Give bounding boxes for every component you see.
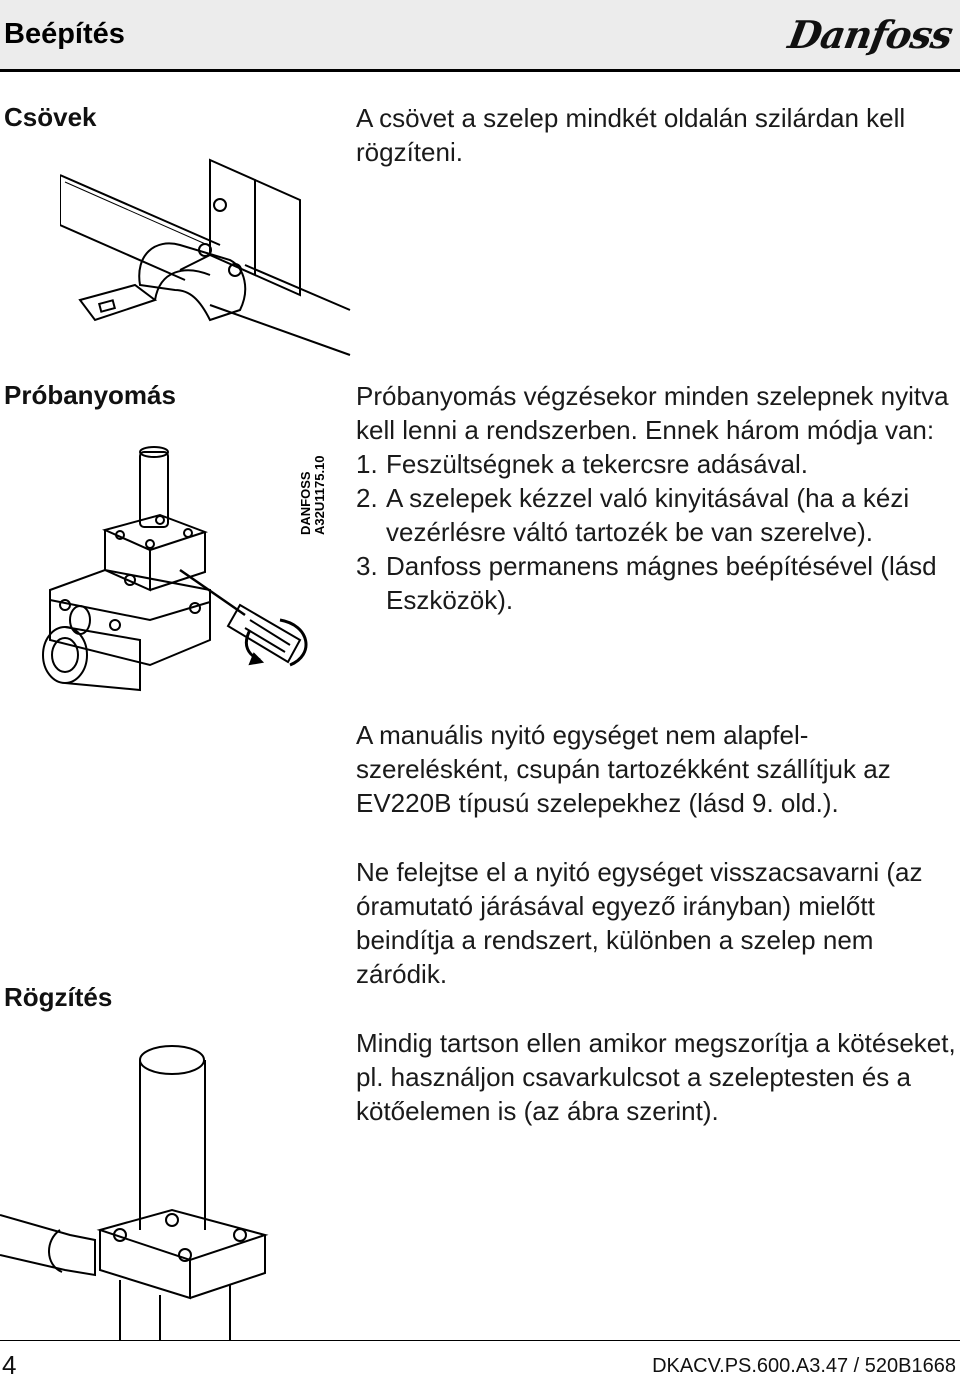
rogzites-paragraph: Mindig tartson ellen amikor megszorítja a kötéseket, pl. használjon csavarkulcsot a szeleptesten és a kötőelemen is (az ábra szerint). <box>356 1028 956 1126</box>
list-item-number: 1. <box>356 449 378 479</box>
manual-unit-note-text: A manuális nyitó egységet nem alapfel-szerelésként, csupán tartozékként szállítjuk az EV220B típusú szelepekhez (lásd 9. old.). <box>356 720 891 818</box>
page-title: Beépítés <box>4 18 125 50</box>
pipe-bracket-illustration <box>60 150 360 360</box>
section-label-csovek: Csövek <box>4 102 97 132</box>
footer-divider <box>0 1340 960 1341</box>
list-item <box>356 447 956 481</box>
list-item-number: 3. <box>356 551 378 581</box>
list-item-number: 2. <box>356 483 378 513</box>
warning-note <box>356 855 956 991</box>
section-label-probanyomas: Próbanyomás <box>4 380 176 410</box>
page-header <box>0 0 960 72</box>
wrench-valve-illustration <box>0 1030 340 1340</box>
csovek-text <box>356 101 936 169</box>
valve-screwdriver-illustration <box>10 440 330 700</box>
warning-note-text: Ne felejtse el a nyitó egységet visszacsavarni (az óramutató járásával egyező irányban) mielőtt beindítja a rendszert, különben a szelep nem záródik. <box>356 857 923 989</box>
rogzites-text <box>356 1026 956 1128</box>
probanyomas-text <box>356 379 956 617</box>
figure-code-line1: DANFOSS <box>298 471 313 535</box>
list-item-text: Danfoss permanens mágnes beépítésével (lásd Eszközök). <box>386 551 937 615</box>
document-code: DKACV.PS.600.A3.47 / 520B1668 <box>652 1355 956 1377</box>
figure-code-line2: A32U1175.10 <box>312 455 327 535</box>
list-item-text: Feszültségnek a tekercsre adásával. <box>386 449 808 479</box>
page-number: 4 <box>2 1350 17 1380</box>
manual-unit-note <box>356 718 956 820</box>
section-label-rogzites: Rögzítés <box>4 982 113 1012</box>
list-item <box>356 549 956 617</box>
csovek-paragraph: A csövet a szelep mindkét oldalán szilárdan kell rögzíteni. <box>356 103 906 167</box>
danfoss-logo: Danfoss <box>785 12 956 57</box>
list-item <box>356 481 956 549</box>
list-item-text: A szelepek kézzel való kinyitásával (ha a kézi vezérlésre váltó tartozék be van szerelve). <box>386 483 910 547</box>
probanyomas-intro: Próbanyomás végzésekor minden szelepnek nyitva kell lenni a rendszerben. Ennek három módja van: <box>356 381 949 445</box>
